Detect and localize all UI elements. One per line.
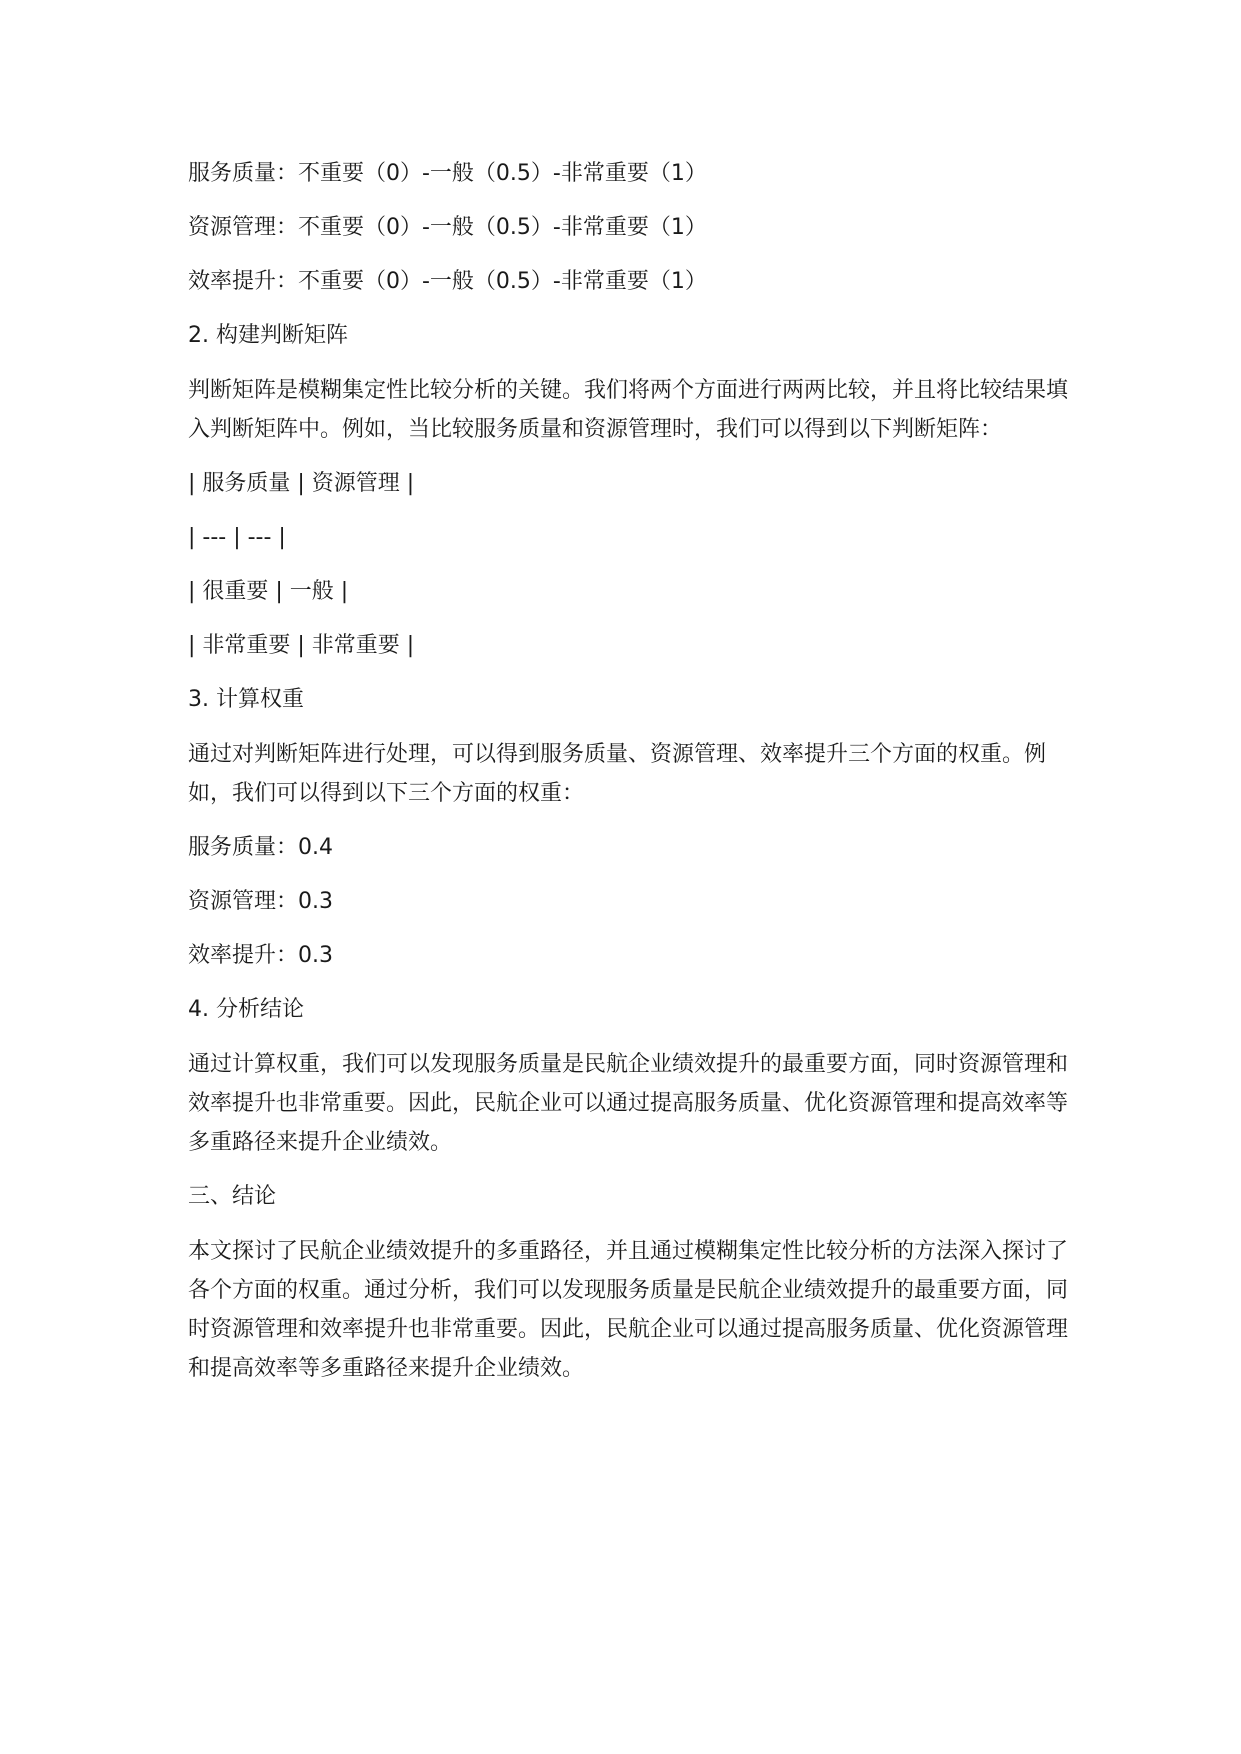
paragraph: 通过计算权重，我们可以发现服务质量是民航企业绩效提升的最重要方面，同时资源管理和效率提升也非常重要。因此，民航企业可以通过提高服务质量、优化资源管理和提高效率等多重路径来提升企业绩效。 xyxy=(188,1052,1069,1155)
section-heading: 2. 构建判断矩阵 xyxy=(188,323,348,348)
paragraph: 判断矩阵是模糊集定性比较分析的关键。我们将两个方面进行两两比较，并且将比较结果填入判断矩阵中。例如，当比较服务质量和资源管理时，我们可以得到以下判断矩阵： xyxy=(188,378,1069,442)
weight-line: 效率提升：0.3 xyxy=(188,943,333,968)
weight-line: 资源管理：0.3 xyxy=(188,889,333,914)
section-heading: 3. 计算权重 xyxy=(188,687,304,712)
matrix-row: | 很重要 | 一般 | xyxy=(188,579,349,604)
document-body xyxy=(188,155,1068,1388)
matrix-row: | 服务质量 | 资源管理 | xyxy=(188,471,415,496)
matrix-row: | 非常重要 | 非常重要 | xyxy=(188,633,415,658)
criterion-line: 服务质量：不重要（0）-一般（0.5）-非常重要（1） xyxy=(188,161,707,186)
paragraph: 本文探讨了民航企业绩效提升的多重路径，并且通过模糊集定性比较分析的方法深入探讨了各个方面的权重。通过分析，我们可以发现服务质量是民航企业绩效提升的最重要方面，同时资源管理和效率提升也非常重要。因此，民航企业可以通过提高服务质量、优化资源管理和提高效率等多重路径来提升企业绩效。 xyxy=(188,1239,1069,1381)
matrix-row: | --- | --- | xyxy=(188,525,286,550)
weight-line: 服务质量：0.4 xyxy=(188,835,333,860)
section-heading: 三、结论 xyxy=(188,1184,277,1209)
criterion-line: 效率提升：不重要（0）-一般（0.5）-非常重要（1） xyxy=(188,269,707,294)
paragraph: 通过对判断矩阵进行处理，可以得到服务质量、资源管理、效率提升三个方面的权重。例如，我们可以得到以下三个方面的权重： xyxy=(188,742,1047,806)
section-heading: 4. 分析结论 xyxy=(188,997,304,1022)
criterion-line: 资源管理：不重要（0）-一般（0.5）-非常重要（1） xyxy=(188,215,707,240)
